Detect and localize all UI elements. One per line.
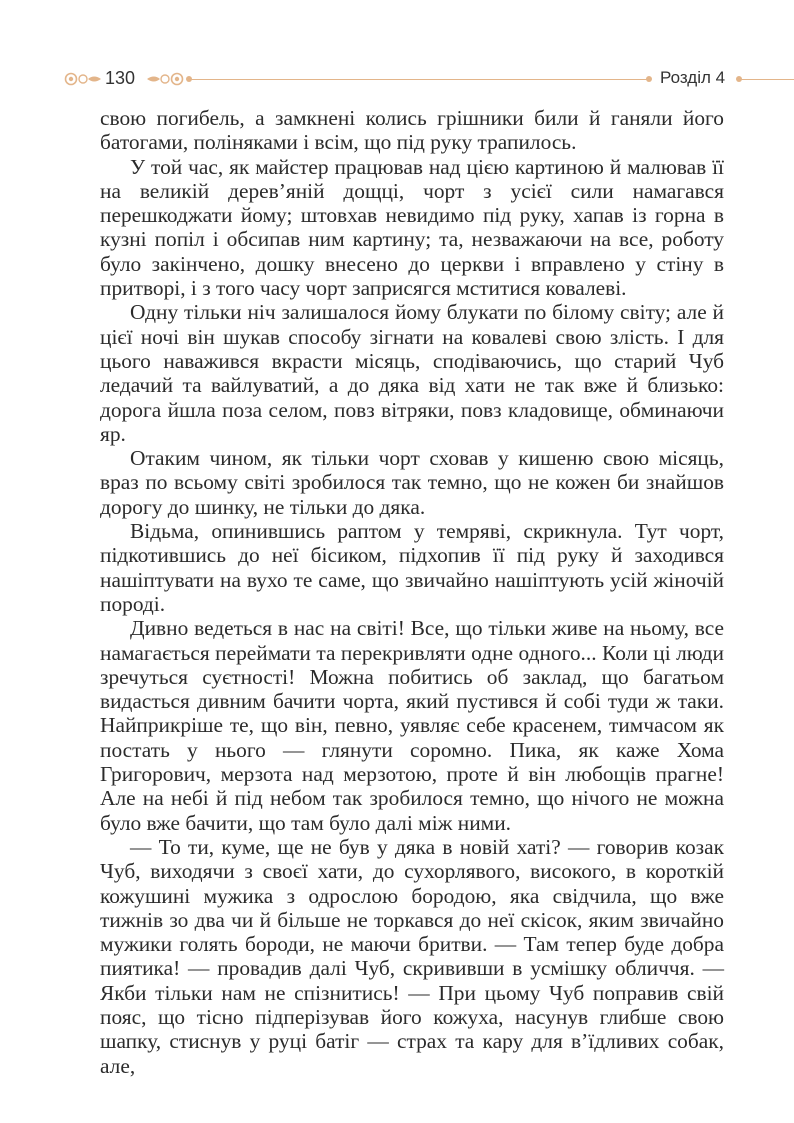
paragraph: Дивно ведеться в нас на світі! Все, що тільки живе на ньому, все намагається переймати та перекривляти одне одного... Коли ці люди зречуться суєтності! Можна побитись об заклад, що багатьом видасться дивним бачити чорта, який пустився й собі туди ж таки. Найприкріше те, що він, певно, уявляє себе красенем, тимчасом як постать у нього — глянути соромно. Пика, як каже Хома Григорович, мерзота над мерзотою, проте й він любощів прагне! Але на небі й під небом так зробилося темно, що нічого не можна було вже бачити, що там було далі між ними. [100, 616, 724, 835]
header-rule [188, 79, 650, 80]
ornament-right-icon [146, 72, 186, 86]
page-header [0, 64, 794, 94]
paragraph: — То ти, куме, ще не був у дяка в новій хаті? — говорив козак Чуб, виходячи з своєї хати, до сухорлявого, високого, в короткій кожушині мужика з одрослою бородою, яка свідчила, що вже тижнів зо два чи й більше не торкався до неї скісок, яким звичайно мужики голять бороди, не маючи бритви. — Там тепер буде добра пиятика! — провадив далі Чуб, скрививши в усмішку обличчя. — Якби тільки нам не спізнитись! — При цьому Чуб поправив свій пояс, що тісно підперізував його кожуха, насунув глибше свою шапку, стиснув у руці батіг — страх та кару для в’їдливих собак, але, [100, 834, 724, 1078]
paragraph: Одну тільки ніч залишалося йому блукати по білому світу; але й цієї ночі він шукав способу зігнати на ковалеві свою злість. І для цього наважився вкрасти місяць, сподіваючись, що старий Чуб ледачий та вайлуватий, а до дяка від хати не так вже й близько: дорога йшла поза селом, повз вітряки, повз кладовище, обминаючи яр. [100, 300, 724, 446]
paragraph: У той час, як майстер працював над цією картиною й малював її на великій дерев’яній дощці, чорт з усієї сили намагався перешкоджати йому; штовхав невидимо під руку, хапав із горна в кузні попіл і обсипав ним картину; та, незважаючи на все, роботу було закінчено, дошку внесено до церкви і вправлено у стіну в притворі, і з того часу чорт заприсягся мститися ковалеві. [100, 154, 724, 301]
section-title: Розділ 4 [660, 68, 726, 87]
rule-dot-end [646, 76, 652, 82]
header-rule-trailing [740, 79, 794, 80]
page-number: 130 [105, 68, 136, 88]
paragraph: Відьма, опинившись раптом у темряві, скрикнула. Тут чорт, підкотившись до неї бісиком, підхопив її під руку й заходився нашіптувати на вухо те саме, що звичайно нашіптують усій жіночій породі. [100, 519, 724, 616]
paragraph: свою погибель, а замкнені колись грішники били й ганяли його батогами, поліняками і всім, що під руку трапилось. [100, 106, 724, 155]
paragraph: Отаким чином, як тільки чорт сховав у кишеню свою місяць, враз по всьому світі зробилося так темно, що не кожен би знайшов дорогу до шинку, не тільки до дяка. [100, 446, 724, 519]
ornament-left-icon [62, 72, 102, 86]
page-body [100, 106, 724, 1078]
